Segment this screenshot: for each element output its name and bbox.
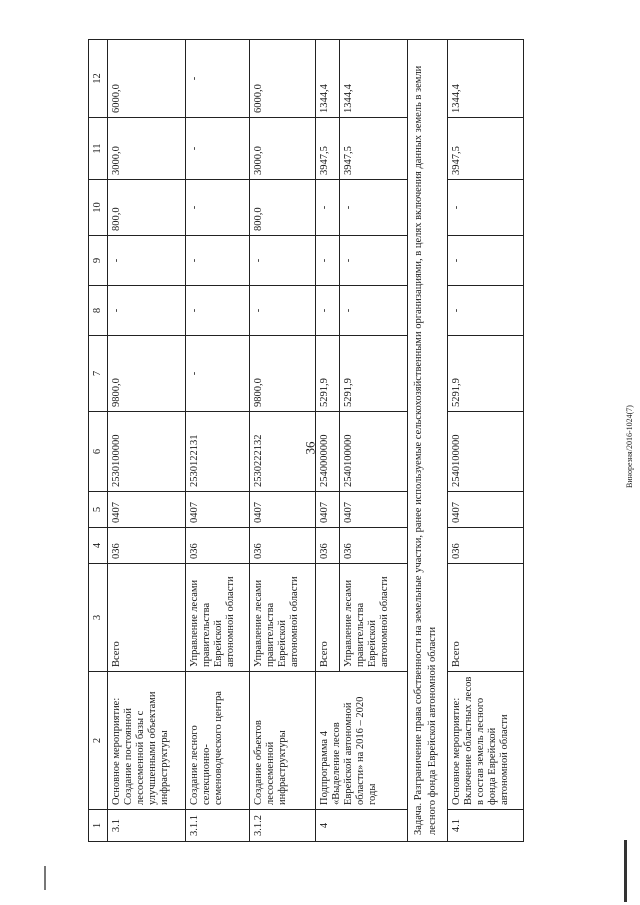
cell-value: - — [186, 236, 250, 286]
cell-value: - — [186, 40, 250, 118]
table-row — [186, 40, 250, 842]
page-number: 36 — [302, 441, 318, 455]
cell-value: 1344,4 — [448, 40, 524, 118]
cell-value: - — [186, 286, 250, 336]
col-header: 11 — [89, 118, 108, 180]
cell-grbs: 036 — [250, 528, 316, 564]
rotated-table-container — [88, 40, 586, 842]
col-header: 2 — [89, 672, 108, 810]
responsible: Всего — [316, 564, 340, 672]
cell-csr: 2530222132 — [250, 412, 316, 492]
cell-value: 1344,4 — [340, 40, 408, 118]
cell-value: - — [250, 286, 316, 336]
col-header: 3 — [89, 564, 108, 672]
cell-csr: 2540100000 — [340, 412, 408, 492]
table-row — [108, 40, 186, 842]
column-number-row — [89, 40, 108, 842]
cell-grbs: 036 — [448, 528, 524, 564]
cell-value: - — [316, 236, 340, 286]
responsible: Управление лесами правительства Еврейской автономной области — [340, 564, 408, 672]
cell-value: 3947,5 — [448, 118, 524, 180]
task-row — [408, 40, 448, 842]
col-header: 6 — [89, 412, 108, 492]
table-row — [316, 40, 340, 842]
cell-rzpr: 0407 — [186, 492, 250, 528]
cell-value: 800,0 — [108, 180, 186, 236]
cell-value: 6000,0 — [250, 40, 316, 118]
cell-value: 3000,0 — [250, 118, 316, 180]
cell-grbs: 036 — [316, 528, 340, 564]
cell-value: 5291,9 — [316, 336, 340, 412]
cell-grbs: 036 — [340, 528, 408, 564]
task-description: Задача. Разграничение права собственности на земельные участки, ранее используемые сельскохозяйственными организациями, в целях включения данных земель в земли лесного фонда Еврейской автономной области — [408, 40, 448, 842]
cell-value: 800,0 — [250, 180, 316, 236]
cell-rzpr: 0407 — [340, 492, 408, 528]
cell-value: - — [340, 180, 408, 236]
activity-name: Основное мероприятие: Создание постоянной лесосеменной базы с улучшенными объектами инфраструктуры — [108, 672, 186, 810]
scan-artifact — [624, 840, 627, 902]
row-number: 3.1.2 — [250, 810, 316, 842]
activity-name: Подпрограмма 4 «Выделение лесов Еврейской автономной области» на 2016 – 2020 годы — [316, 672, 408, 810]
cell-value: - — [186, 336, 250, 412]
cell-value: - — [316, 180, 340, 236]
cell-csr: 2530100000 — [108, 412, 186, 492]
cell-csr: 2530122131 — [186, 412, 250, 492]
cell-value: - — [108, 236, 186, 286]
cell-value: 3947,5 — [340, 118, 408, 180]
activity-name: Основное мероприятие: Включение областных лесов в состав земель лесного фонда Еврейской автономной области — [448, 672, 524, 810]
table-row — [250, 40, 316, 842]
cell-value: 5291,9 — [340, 336, 408, 412]
cell-value: 5291,9 — [448, 336, 524, 412]
responsible: Всего — [448, 564, 524, 672]
cell-value: - — [448, 286, 524, 336]
cell-csr: 2540000000 — [316, 412, 340, 492]
activity-name: Создание объектов лесосеменной инфраструктуры — [250, 672, 316, 810]
col-header: 4 — [89, 528, 108, 564]
cell-value: - — [108, 286, 186, 336]
col-header: 5 — [89, 492, 108, 528]
responsible: Управление лесами правительства Еврейской автономной области — [250, 564, 316, 672]
cell-csr: 2540100000 — [448, 412, 524, 492]
row-number: 4 — [316, 810, 408, 842]
cell-value: 3000,0 — [108, 118, 186, 180]
row-number: 4.1 — [448, 810, 524, 842]
cell-value: - — [448, 236, 524, 286]
budget-table — [88, 39, 524, 842]
cell-grbs: 036 — [108, 528, 186, 564]
cell-value: 3947,5 — [316, 118, 340, 180]
responsible: Управление лесами правительства Еврейской автономной области — [186, 564, 250, 672]
document-code: Винорезня/2016-1024(7) — [624, 405, 634, 488]
cell-value: 9800,0 — [108, 336, 186, 412]
scan-artifact — [44, 866, 46, 890]
cell-value: - — [250, 236, 316, 286]
col-header: 8 — [89, 286, 108, 336]
table-row — [448, 40, 524, 842]
cell-value: 1344,4 — [316, 40, 340, 118]
cell-value: - — [448, 180, 524, 236]
cell-value: - — [186, 180, 250, 236]
cell-value: - — [340, 286, 408, 336]
cell-rzpr: 0407 — [250, 492, 316, 528]
cell-value: - — [186, 118, 250, 180]
col-header: 9 — [89, 236, 108, 286]
row-number: 3.1.1 — [186, 810, 250, 842]
col-header: 10 — [89, 180, 108, 236]
activity-name: Создание лесного селекционно-семеноводческого центра — [186, 672, 250, 810]
responsible: Всего — [108, 564, 186, 672]
cell-rzpr: 0407 — [316, 492, 340, 528]
row-number: 3.1 — [108, 810, 186, 842]
cell-rzpr: 0407 — [108, 492, 186, 528]
cell-grbs: 036 — [186, 528, 250, 564]
col-header: 1 — [89, 810, 108, 842]
cell-value: - — [340, 236, 408, 286]
cell-value: 6000,0 — [108, 40, 186, 118]
cell-value: 9800,0 — [250, 336, 316, 412]
col-header: 7 — [89, 336, 108, 412]
cell-rzpr: 0407 — [448, 492, 524, 528]
cell-value: - — [316, 286, 340, 336]
col-header: 12 — [89, 40, 108, 118]
